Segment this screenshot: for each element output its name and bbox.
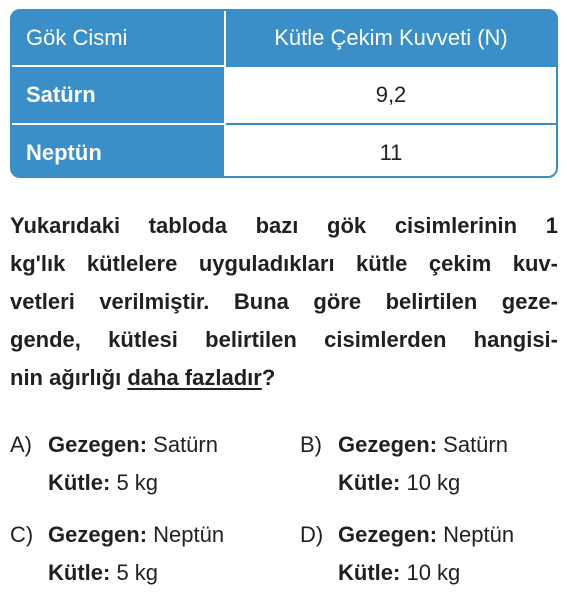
option-a-planet-row — [10, 426, 218, 464]
row-value-saturn: 9,2 — [225, 66, 556, 124]
table-header-row — [12, 11, 556, 66]
question-mark: ? — [261, 365, 276, 390]
header-celestial-body: Gök Cismi — [12, 11, 225, 66]
row-value-neptune: 11 — [225, 124, 556, 178]
option-d-planet: Neptün — [443, 522, 515, 547]
option-c-mass-row — [10, 554, 224, 592]
table-row — [12, 66, 556, 124]
question-line-4: gende, kütlesi belirtilen cisimlerden hangisi- — [10, 327, 558, 352]
option-b-planet-row — [300, 426, 508, 464]
option-a-letter: A) — [10, 432, 32, 457]
question-line-3: vetleri verilmiştir. Buna göre belirtilen geze- — [10, 289, 558, 314]
option-d-planet-row — [300, 516, 514, 554]
option-b-mass: 10 kg — [406, 470, 461, 495]
option-b-planet: Satürn — [443, 432, 508, 457]
question-emphasis: daha fazladır — [127, 365, 262, 390]
row-name-saturn: Satürn — [12, 66, 225, 124]
option-d-mass: 10 kg — [406, 560, 461, 585]
option-d-planet-label: Gezegen: — [338, 522, 438, 547]
table-row — [12, 124, 556, 178]
option-a-mass-row — [10, 464, 218, 502]
option-c-mass: 5 kg — [116, 560, 159, 585]
option-b-planet-label: Gezegen: — [338, 432, 438, 457]
data-table-container — [10, 9, 558, 178]
question-line-2: kg'lık kütlelere uyguladıkları kütle çekim kuv- — [10, 251, 558, 276]
gravity-force-table — [12, 11, 556, 178]
option-a-planet-label: Gezegen: — [48, 432, 148, 457]
option-d-letter: D) — [300, 522, 324, 547]
header-gravity-force: Kütle Çekim Kuvveti (N) — [225, 11, 556, 66]
option-b-mass-label: Kütle: — [338, 470, 401, 495]
question-line-1: Yukarıdaki tabloda bazı gök cisimlerinin 1 — [10, 213, 558, 238]
option-c-planet-row — [10, 516, 224, 554]
option-d[interactable] — [300, 516, 514, 592]
option-c-letter: C) — [10, 522, 34, 547]
option-a[interactable] — [10, 426, 218, 502]
option-b-mass-row — [300, 464, 508, 502]
question-line-5 — [10, 359, 558, 397]
option-c-mass-label: Kütle: — [48, 560, 111, 585]
option-c[interactable] — [10, 516, 224, 592]
row-name-neptune: Neptün — [12, 124, 225, 178]
question-line-5-prefix: nin ağırlığı — [10, 365, 128, 390]
option-c-planet: Neptün — [153, 522, 225, 547]
question-text — [10, 207, 558, 397]
option-d-mass-row — [300, 554, 514, 592]
option-d-mass-label: Kütle: — [338, 560, 401, 585]
option-c-planet-label: Gezegen: — [48, 522, 148, 547]
option-a-mass-label: Kütle: — [48, 470, 111, 495]
option-b-letter: B) — [300, 432, 322, 457]
option-a-mass: 5 kg — [116, 470, 159, 495]
option-b[interactable] — [300, 426, 508, 502]
option-a-planet: Satürn — [153, 432, 218, 457]
